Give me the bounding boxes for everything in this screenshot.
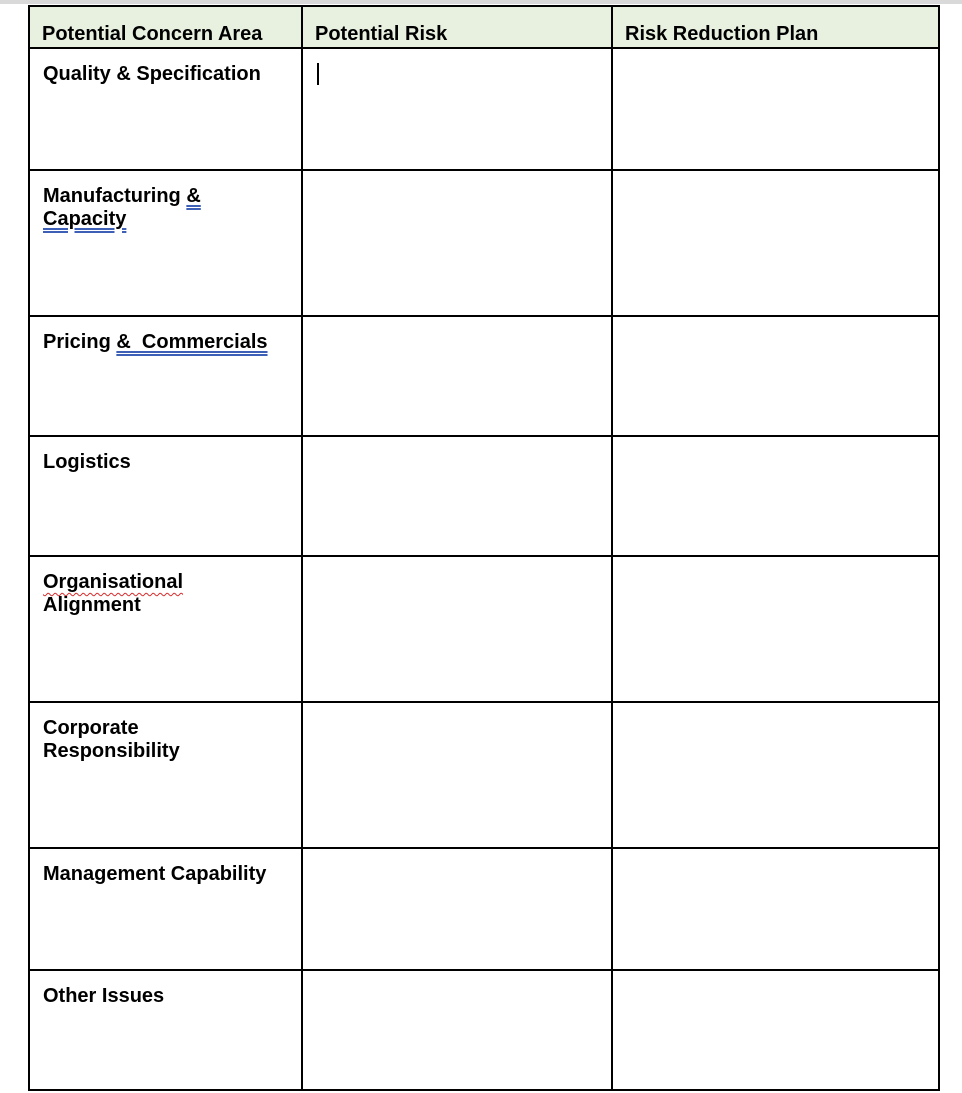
- concern-area-label: Corporate Responsibility: [43, 717, 180, 762]
- table-row: [29, 316, 939, 436]
- potential-risk-cell[interactable]: [302, 702, 612, 848]
- concern-area-cell: [29, 316, 302, 436]
- table-row: [29, 970, 939, 1090]
- table-header-row: [29, 6, 939, 48]
- concern-area-cell: [29, 436, 302, 556]
- risk-reduction-plan-cell[interactable]: [612, 848, 939, 970]
- table-row: [29, 848, 939, 970]
- risk-reduction-plan-cell[interactable]: [612, 556, 939, 702]
- risk-reduction-plan-cell[interactable]: [612, 702, 939, 848]
- concern-area-cell: [29, 970, 302, 1090]
- grammar-marked-text[interactable]: &: [186, 185, 201, 207]
- concern-area-cell: [29, 170, 302, 316]
- potential-risk-cell[interactable]: [302, 556, 612, 702]
- risk-reduction-plan-text: [613, 171, 938, 183]
- potential-risk-cell[interactable]: [302, 170, 612, 316]
- potential-risk-cell[interactable]: [302, 316, 612, 436]
- table-row: [29, 436, 939, 556]
- risk-reduction-plan-text: [613, 703, 938, 715]
- table-row: [29, 48, 939, 170]
- risk-reduction-plan-text: [613, 557, 938, 569]
- potential-risk-cell[interactable]: [302, 436, 612, 556]
- risk-reduction-plan-cell[interactable]: [612, 436, 939, 556]
- grammar-marked-text[interactable]: & Commercials: [116, 331, 268, 353]
- concern-area-cell: [29, 48, 302, 170]
- concern-area-label: Quality & Specification: [43, 63, 261, 85]
- risk-reduction-plan-text: [613, 437, 938, 449]
- potential-risk-text: [303, 703, 611, 715]
- table-row: [29, 170, 939, 316]
- concern-area-cell: [29, 702, 302, 848]
- concern-area-label: Organisational Alignment: [43, 571, 184, 616]
- potential-risk-cell[interactable]: [302, 970, 612, 1090]
- potential-risk-text: [303, 849, 611, 861]
- potential-risk-cell[interactable]: [302, 48, 612, 170]
- concern-area-label: Logistics: [43, 451, 131, 473]
- risk-reduction-plan-text: [613, 971, 938, 983]
- potential-risk-text: [303, 437, 611, 449]
- potential-risk-text: [303, 171, 611, 183]
- grammar-marked-text[interactable]: Capacity: [43, 208, 127, 230]
- concern-area-cell: [29, 556, 302, 702]
- potential-risk-text: [303, 557, 611, 569]
- risk-reduction-plan-cell[interactable]: [612, 970, 939, 1090]
- header-potential-risk: Potential Risk: [302, 6, 612, 48]
- potential-risk-text: [303, 317, 611, 329]
- table-row: [29, 556, 939, 702]
- top-rule: [0, 0, 962, 4]
- header-risk-reduction-plan: Risk Reduction Plan: [612, 6, 939, 48]
- risk-reduction-plan-text: [613, 849, 938, 861]
- spelling-marked-text[interactable]: Organisational: [43, 571, 184, 593]
- concern-area-cell: [29, 848, 302, 970]
- potential-risk-text: [303, 971, 611, 983]
- risk-reduction-plan-text: [613, 49, 938, 61]
- risk-reduction-plan-cell[interactable]: [612, 170, 939, 316]
- risk-reduction-plan-text: [613, 317, 938, 329]
- risk-reduction-plan-cell[interactable]: [612, 48, 939, 170]
- text-cursor: [317, 63, 319, 85]
- concern-area-label: Pricing & Commercials: [43, 331, 268, 353]
- table-row: [29, 702, 939, 848]
- risk-reduction-plan-cell[interactable]: [612, 316, 939, 436]
- concern-area-label: Management Capability: [43, 863, 267, 885]
- risk-assessment-table: [28, 5, 940, 1091]
- concern-area-label: Manufacturing & Capacity: [43, 185, 201, 230]
- potential-risk-cell[interactable]: [302, 848, 612, 970]
- header-potential-concern-area: Potential Concern Area: [29, 6, 302, 48]
- concern-area-label: Other Issues: [43, 985, 165, 1007]
